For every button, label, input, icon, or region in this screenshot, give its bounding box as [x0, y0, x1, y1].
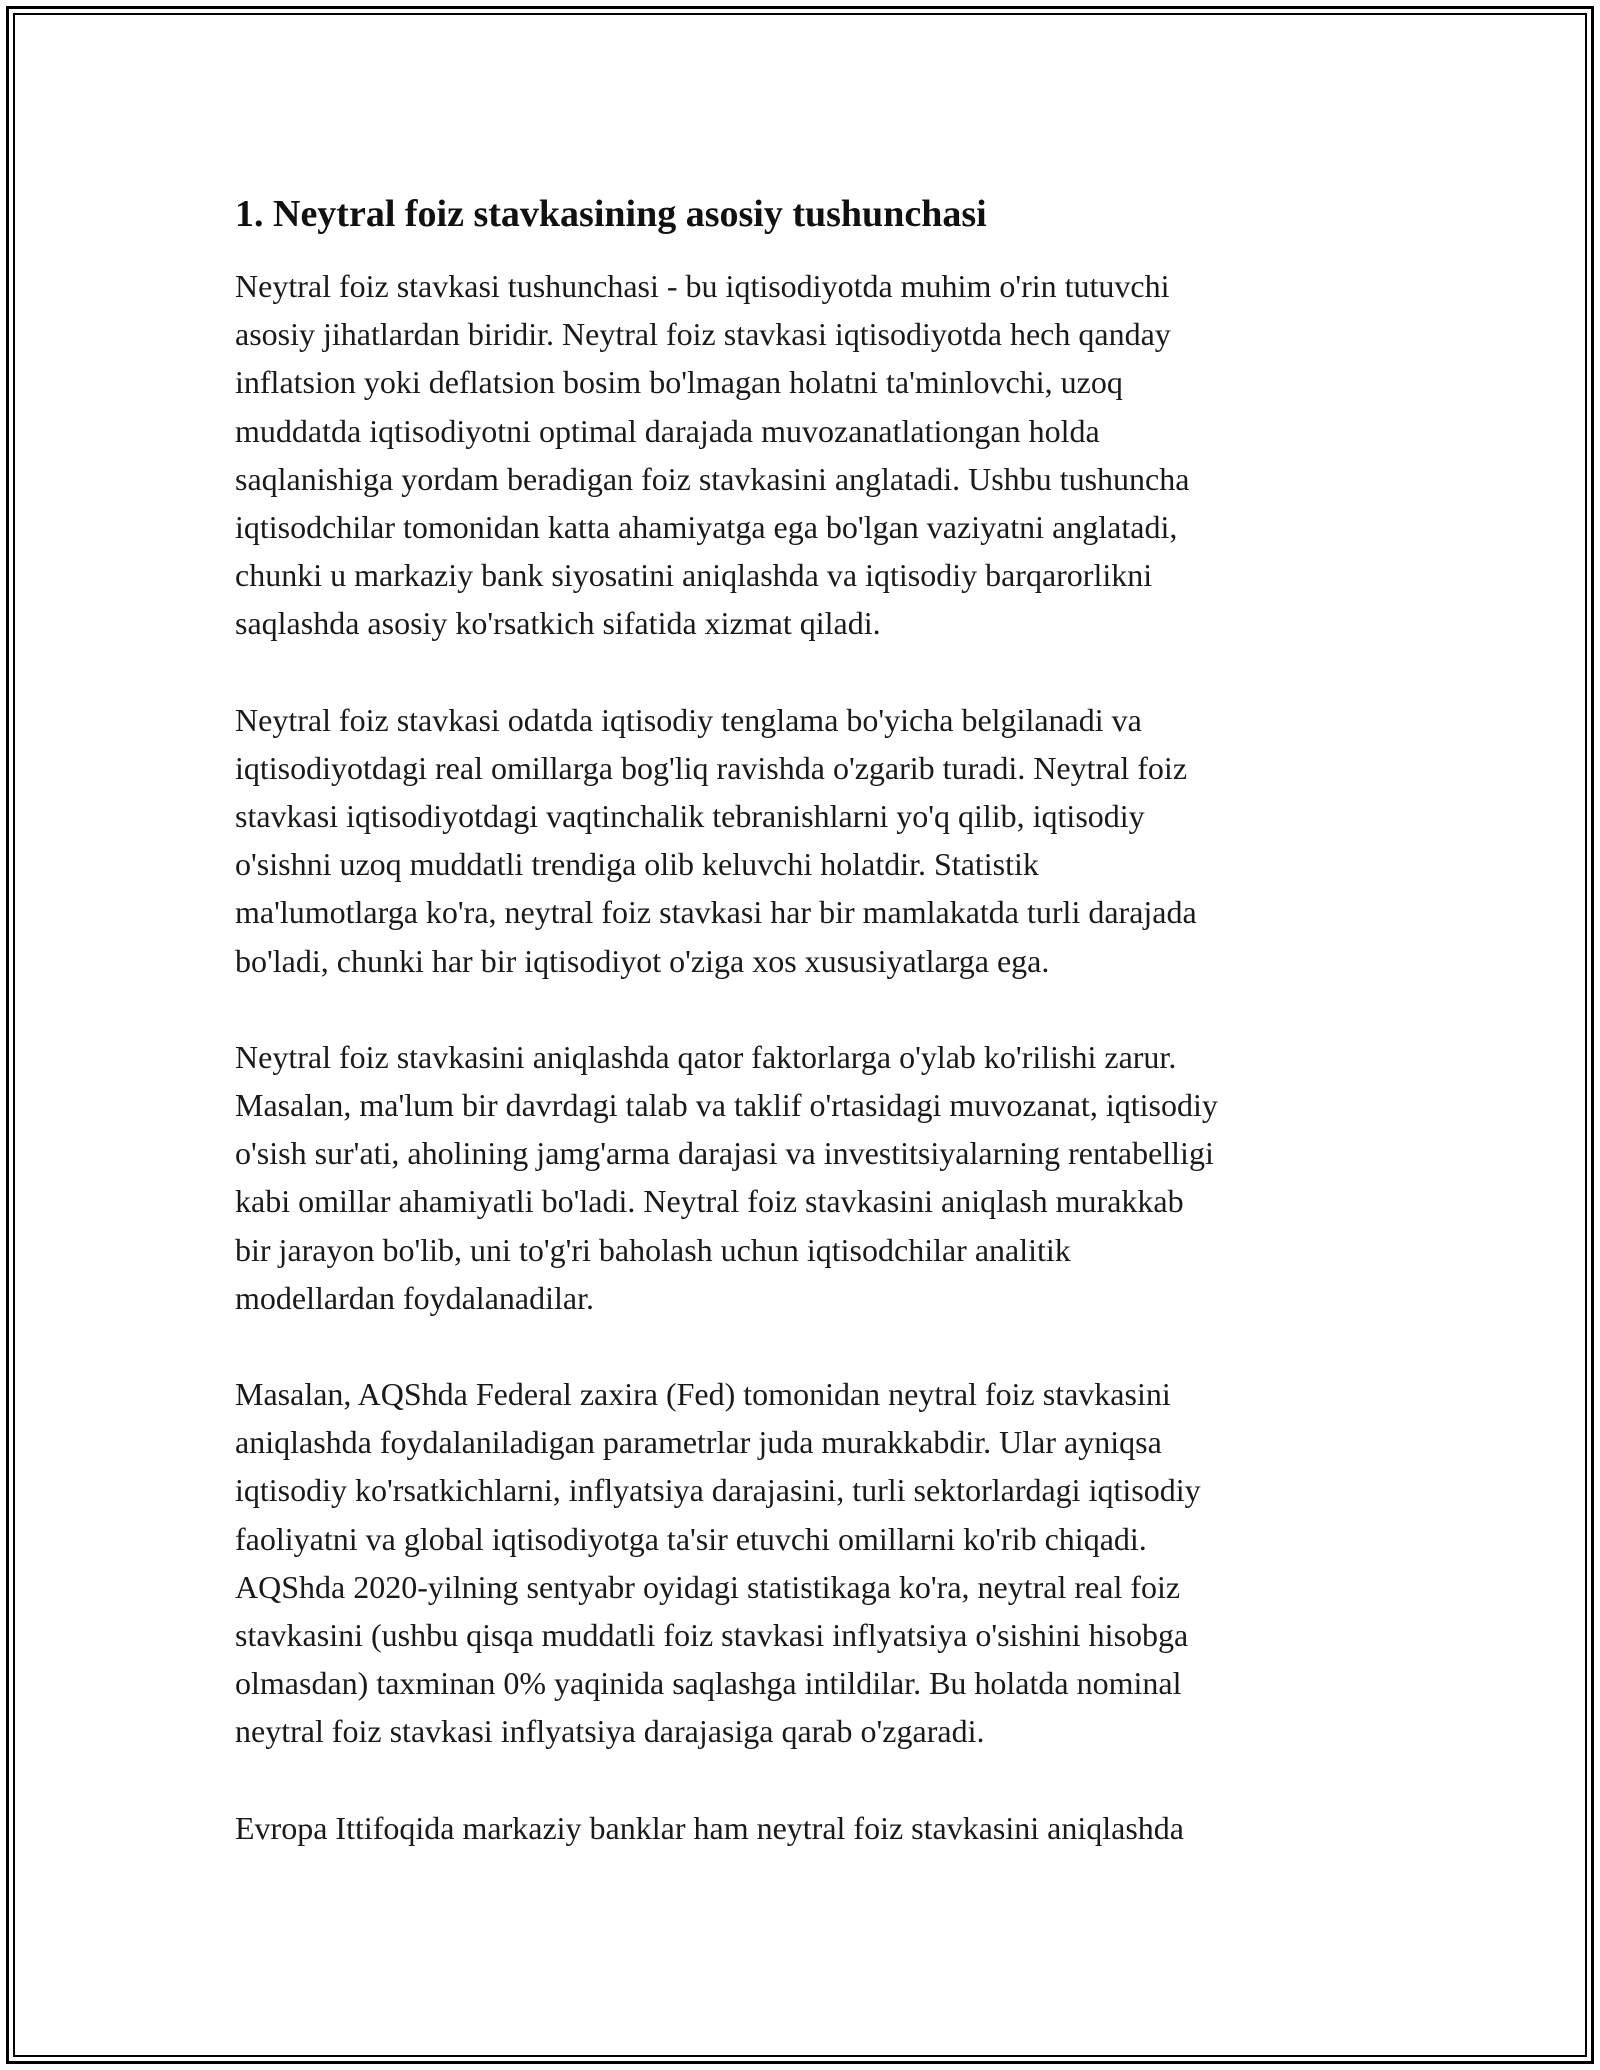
section-heading: 1. Neytral foiz stavkasining asosiy tushunchasi — [235, 193, 987, 235]
paragraph-4: Masalan, AQShda Federal zaxira (Fed) tomonidan neytral foiz stavkasini aniqlashda foydalaniladigan parametrlar juda murakkabdir. Ular ayniqsa iqtisodiy ko'rsatkichlarni, inflyatsiya darajasini, turli sektorlardagi iqtisodiy faoliyatni va global iqtisodiyotga ta'sir etuvchi omillarni ko'rib chiqadi. AQShda 2020-yilning sentyabr oyidagi statistikaga ko'ra, neytral real foiz stavkasini (ushbu qisqa muddatli foiz stavkasi inflyatsiya o'sishini hisobga olmasdan) taxminan 0% yaqinida saqlashga intildilar. Bu holatda nominal neytral foiz stavkasi inflyatsiya darajasiga qarab o'zgaradi. — [235, 1376, 1201, 1750]
paragraph-3: Neytral foiz stavkasini aniqlashda qator faktorlarga o'ylab ko'rilishi zarur. Masalan, ma'lum bir davrdagi talab va taklif o'rtasidagi muvozanat, iqtisodiy o'sish sur'ati, aholining jamg'arma darajasi va investitsiyalarning rentabelligi kabi omillar ahamiyatli bo'ladi. Neytral foiz stavkasini aniqlash murakkab bir jarayon bo'lib, uni to'g'ri baholash uchun iqtisodchilar analitik modellardan foydalanadilar. — [235, 1038, 1218, 1316]
paragraph-2: Neytral foiz stavkasi odatda iqtisodiy tenglama bo'yicha belgilanadi va iqtisodiyotdagi real omillarga bog'liq ravishda o'zgarib turadi. Neytral foiz stavkasi iqtisodiyotdagi vaqtinchalik tebranishlarni yo'q qilib, iqtisodiy o'sishni uzoq muddatli trendiga olib keluvchi holatdir. Statistik ma'lumotlarga ko'ra, neytral foiz stavkasi har bir mamlakatda turli darajada bo'ladi, chunki har bir iqtisodiyot o'ziga xos xususiyatlarga ega. — [235, 701, 1197, 979]
document-body — [235, 188, 1375, 1900]
paragraph-1: Neytral foiz stavkasi tushunchasi - bu iqtisodiyotda muhim o'rin tutuvchi asosiy jihatlardan biridir. Neytral foiz stavkasi iqtisodiyotda hech qanday inflatsion yoki deflatsion bosim bo'lmagan holatni ta'minlovchi, uzoq muddatda iqtisodiyotni optimal darajada muvozanatlationgan holda saqlanishiga yordam beradigan foiz stavkasini anglatadi. Ushbu tushuncha iqtisodchilar tomonidan katta ahamiyatga ega bo'lgan vaziyatni anglatadi, chunki u markaziy bank siyosatini aniqlashda va iqtisodiy barqarorlikni saqlashda asosiy ko'rsatkich sifatida xizmat qiladi. — [235, 268, 1190, 642]
paragraph-5: Evropa Ittifoqida markaziy banklar ham neytral foiz stavkasini aniqlashda — [235, 1809, 1184, 1846]
